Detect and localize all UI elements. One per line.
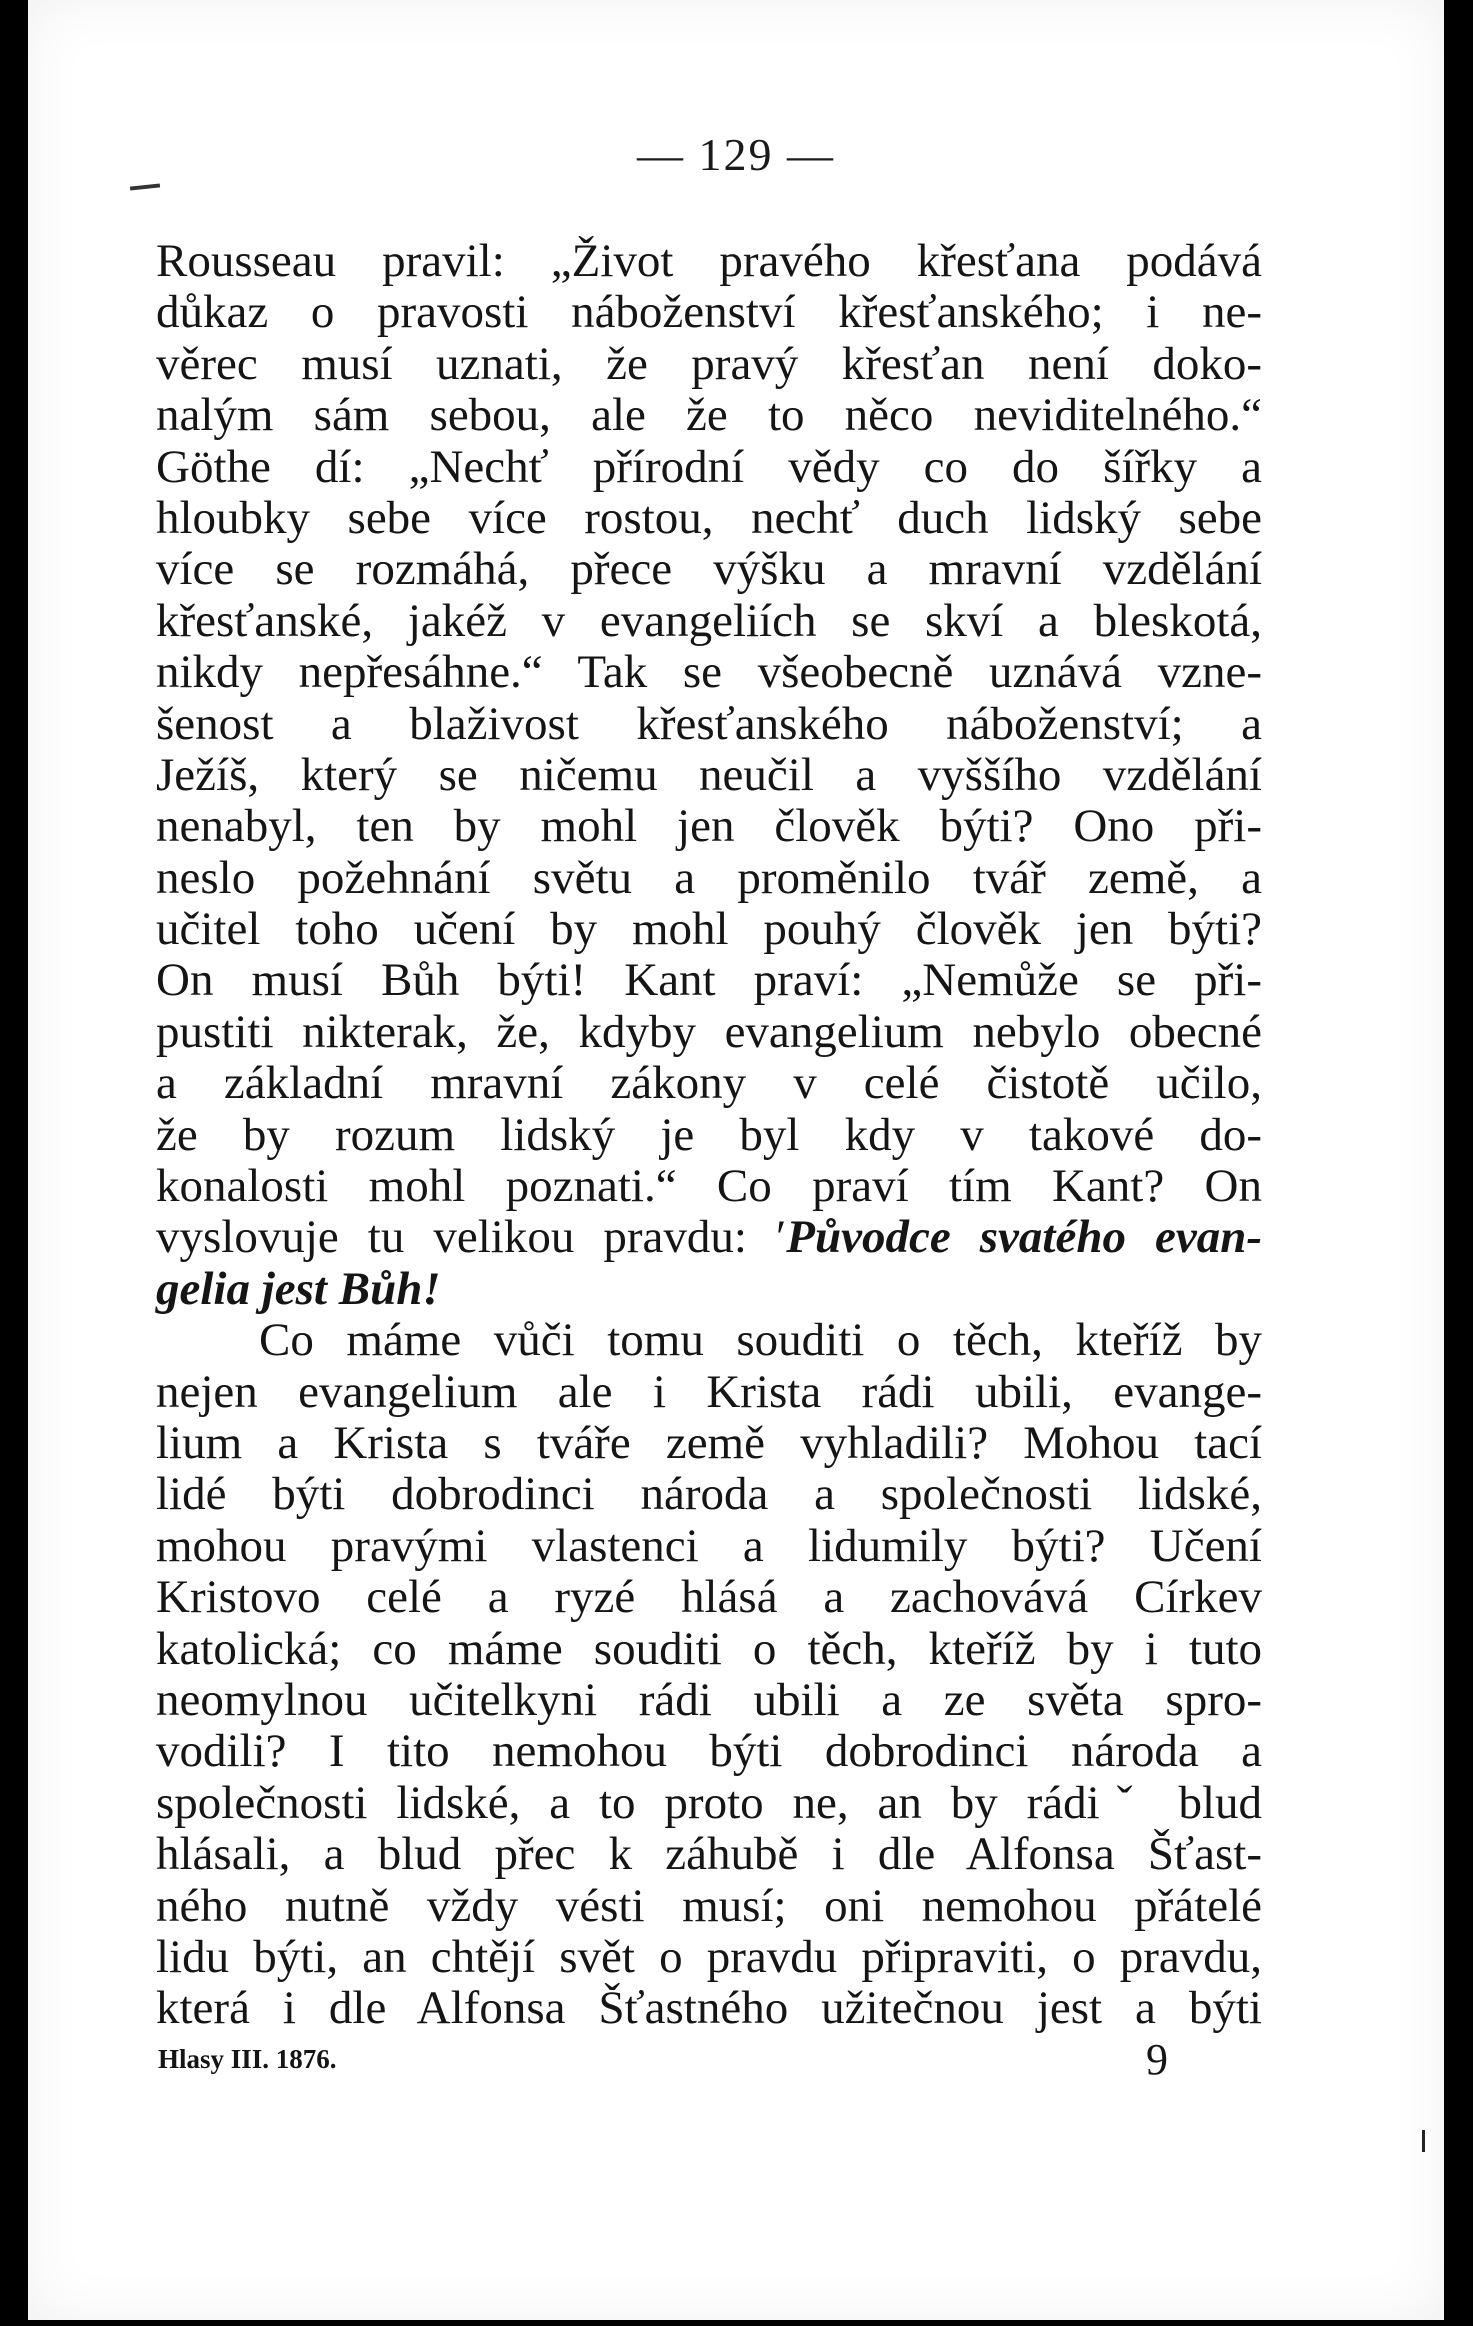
text-line: nalým sám sebou, ale že to něco neviditelného.“ bbox=[156, 389, 1262, 442]
text-line: nejen evangelium ale i Krista rádi ubili, evange- bbox=[156, 1365, 1262, 1418]
print-mark bbox=[130, 183, 160, 190]
text-line: On musí Bůh býti! Kant praví: „Nemůže se při- bbox=[156, 954, 1262, 1007]
text-line: křesťanské, jakéž v evangeliích se skví a bleskotá, bbox=[156, 594, 1262, 647]
text-line: a základní mravní zákony v celé čistotě učilo, bbox=[156, 1057, 1262, 1110]
text-line: neslo požehnání světu a proměnilo tvář země, a bbox=[156, 851, 1262, 904]
text-line: hloubky sebe více rostou, nechť duch lidský sebe bbox=[156, 491, 1262, 544]
text-line: pustiti nikterak, že, kdyby evangelium nebylo obecné bbox=[156, 1005, 1262, 1058]
text-line: šenost a blaživost křesťanského náboženství; a bbox=[156, 697, 1262, 750]
text-line: Kristovo celé a ryzé hlásá a zachovává Církev bbox=[156, 1571, 1262, 1624]
text-line-paragraph-start: Co máme vůči tomu souditi o těch, kteříž by bbox=[259, 1314, 1262, 1367]
text-line: lium a Krista s tváře země vyhladili? Mohou tací bbox=[156, 1416, 1262, 1469]
text-line: neomylnou učitelkyni rádi ubili a ze světa spro- bbox=[156, 1673, 1262, 1726]
text-line: katolická; co máme souditi o těch, kteříž by i tuto bbox=[156, 1622, 1262, 1675]
text-line: Ježíš, který se ničemu neučil a vyššího vzdělání bbox=[156, 748, 1262, 801]
body-text bbox=[156, 236, 1262, 2035]
text-line: že by rozum lidský je byl kdy v takové do- bbox=[156, 1108, 1262, 1161]
text-line-italic bbox=[156, 1212, 1262, 1263]
page-number-header: — 129 — bbox=[637, 129, 835, 180]
text-line: hlásali, a blud přec k záhubě i dle Alfonsa Šťast- bbox=[156, 1828, 1262, 1881]
edge-mark bbox=[1422, 2130, 1425, 2152]
text-run: vyslovuje tu velikou pravdu: ′ bbox=[156, 1211, 787, 1264]
italic-emphasis: gelia jest Bůh! bbox=[156, 1262, 441, 1315]
text-line: důkaz o pravosti náboženství křesťanského; i ne- bbox=[156, 286, 1262, 339]
text-line: lidu býti, an chtějí svět o pravdu připraviti, o pravdu, bbox=[156, 1930, 1262, 1983]
text-line: věrec musí uznati, že pravý křesťan není doko- bbox=[156, 337, 1262, 390]
book-page bbox=[28, 0, 1444, 2320]
signature-mark: Hlasy III. 1876. bbox=[158, 2044, 337, 2074]
text-line: která i dle Alfonsa Šťastného užitečnou jest a býti bbox=[156, 1982, 1262, 2035]
text-line: více se rozmáhá, přece výšku a mravní vzdělání bbox=[156, 543, 1262, 596]
italic-emphasis: Původce svatého evan- bbox=[786, 1211, 1262, 1264]
text-line: vodili? I tito nemohou býti dobrodinci národa a bbox=[156, 1725, 1262, 1778]
text-line: ného nutně vždy vésti musí; oni nemohou přátelé bbox=[156, 1879, 1262, 1932]
text-line: nenabyl, ten by mohl jen člověk býti? Ono při- bbox=[156, 800, 1262, 853]
text-line: lidé býti dobrodinci národa a společnosti lidské, bbox=[156, 1468, 1262, 1521]
text-line: společnosti lidské, a to proto ne, an by rádiˇ blud bbox=[156, 1776, 1262, 1829]
text-line: konalosti mohl poznati.“ Co praví tím Kant? On bbox=[156, 1160, 1262, 1213]
text-line: nikdy nepřesáhne.“ Tak se všeobecně uznává vzne- bbox=[156, 646, 1262, 699]
text-line-paragraph-end bbox=[156, 1264, 1262, 1315]
text-line: mohou pravými vlastenci a lidumily býti? Učení bbox=[156, 1519, 1262, 1572]
text-line: učitel toho učení by mohl pouhý člověk jen býti? bbox=[156, 903, 1262, 956]
sheet-number: 9 bbox=[1146, 2035, 1168, 2084]
text-line: Rousseau pravil: „Život pravého křesťana podává bbox=[156, 235, 1262, 287]
text-line: Göthe dí: „Nechť přírodní vědy co do šířky a bbox=[156, 440, 1262, 493]
